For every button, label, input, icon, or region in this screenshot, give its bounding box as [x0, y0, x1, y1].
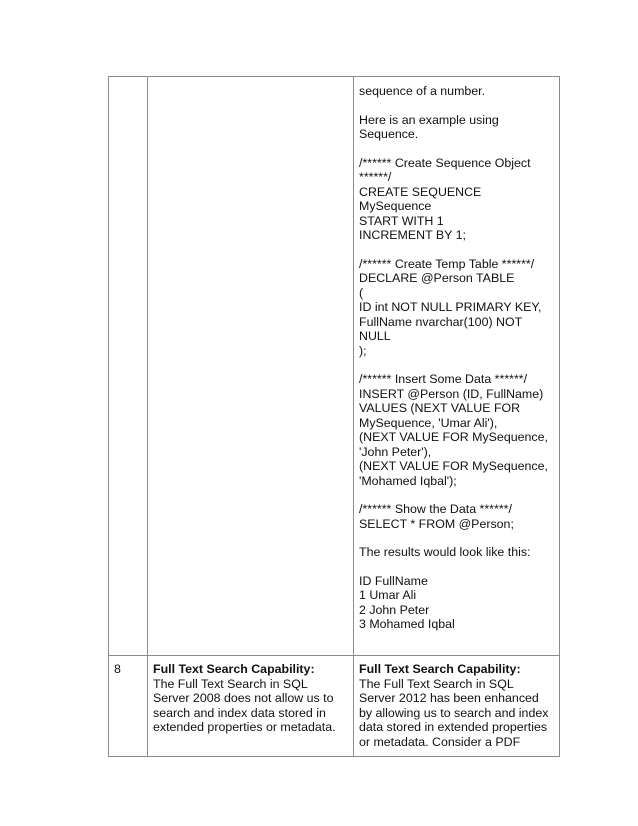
cell-line: INSERT @Person (ID, FullName) — [359, 386, 544, 401]
cell-line: search and index data stored in — [153, 705, 326, 720]
cell-line: INCREMENT BY 1; — [359, 228, 466, 242]
comparison-table — [108, 76, 560, 757]
cell-line: Server 2012 has been enhanced — [359, 691, 539, 705]
cell-line: or metadata. Consider a PDF — [359, 734, 521, 749]
sql2008-cell — [148, 656, 354, 757]
text-block — [359, 502, 554, 531]
sql2012-heading: Full Text Search Capability: — [359, 662, 521, 676]
cell-line: ID int NOT NULL PRIMARY KEY, — [359, 300, 542, 314]
cell-line: 3 Mohamed Iqbal — [359, 617, 455, 631]
cell-line: extended properties or metadata. — [153, 720, 336, 734]
cell-line: FullName nvarchar(100) NOT — [359, 314, 523, 329]
text-block — [359, 574, 554, 632]
cell-line: ID FullName — [359, 573, 428, 588]
cell-line: 'Mohamed Iqbal'); — [359, 473, 457, 488]
cell-line: 2 John Peter — [359, 602, 430, 617]
cell-line: ); — [359, 343, 367, 358]
cell-line: ( — [359, 285, 364, 300]
cell-line: ******/ — [359, 170, 392, 184]
cell-line: SELECT * FROM @Person; — [359, 516, 514, 531]
cell-line: START WITH 1 — [359, 213, 444, 228]
cell-line: (NEXT VALUE FOR MySequence, — [359, 430, 548, 444]
cell-line: MySequence — [359, 199, 432, 213]
cell-line: MySequence, 'Umar Ali'), — [359, 415, 498, 430]
cell-line: CREATE SEQUENCE — [359, 184, 482, 199]
sql2008-cell — [148, 77, 354, 656]
cell-line: data stored in extended properties — [359, 720, 548, 734]
text-block — [359, 545, 554, 560]
sql2012-cell — [354, 77, 560, 656]
cell-line: Server 2008 does not allow us to — [153, 691, 334, 705]
row-number-cell — [109, 77, 148, 656]
cell-line: The results would look like this: — [359, 545, 531, 559]
text-block — [359, 156, 554, 243]
cell-line: The Full Text Search in SQL — [153, 676, 308, 691]
text-block — [359, 372, 554, 488]
text-block — [359, 113, 554, 142]
cell-line: 1 Umar Ali — [359, 588, 417, 602]
cell-line: (NEXT VALUE FOR MySequence, — [359, 459, 548, 473]
cell-line: Sequence. — [359, 127, 419, 141]
sql2012-cell — [354, 656, 560, 757]
text-block — [359, 257, 554, 359]
cell-line: VALUES (NEXT VALUE FOR — [359, 401, 521, 415]
cell-line: by allowing us to search and index — [359, 705, 549, 720]
cell-line: The Full Text Search in SQL — [359, 676, 514, 691]
cell-line: 'John Peter'), — [359, 444, 432, 459]
cell-line: sequence of a number. — [359, 84, 486, 98]
table-row — [109, 656, 560, 757]
cell-line: /****** Insert Some Data ******/ — [359, 372, 528, 386]
row-number-cell: 8 — [109, 656, 148, 757]
text-block — [359, 84, 554, 99]
cell-line: /****** Show the Data ******/ — [359, 502, 512, 516]
cell-line: /****** Create Sequence Object — [359, 155, 531, 170]
cell-line: /****** Create Temp Table ******/ — [359, 256, 535, 271]
table-row — [109, 77, 560, 656]
cell-line: DECLARE @Person TABLE — [359, 271, 515, 285]
sql2008-heading: Full Text Search Capability: — [153, 662, 315, 676]
cell-line: Here is an example using — [359, 112, 499, 127]
cell-line: NULL — [359, 329, 391, 343]
